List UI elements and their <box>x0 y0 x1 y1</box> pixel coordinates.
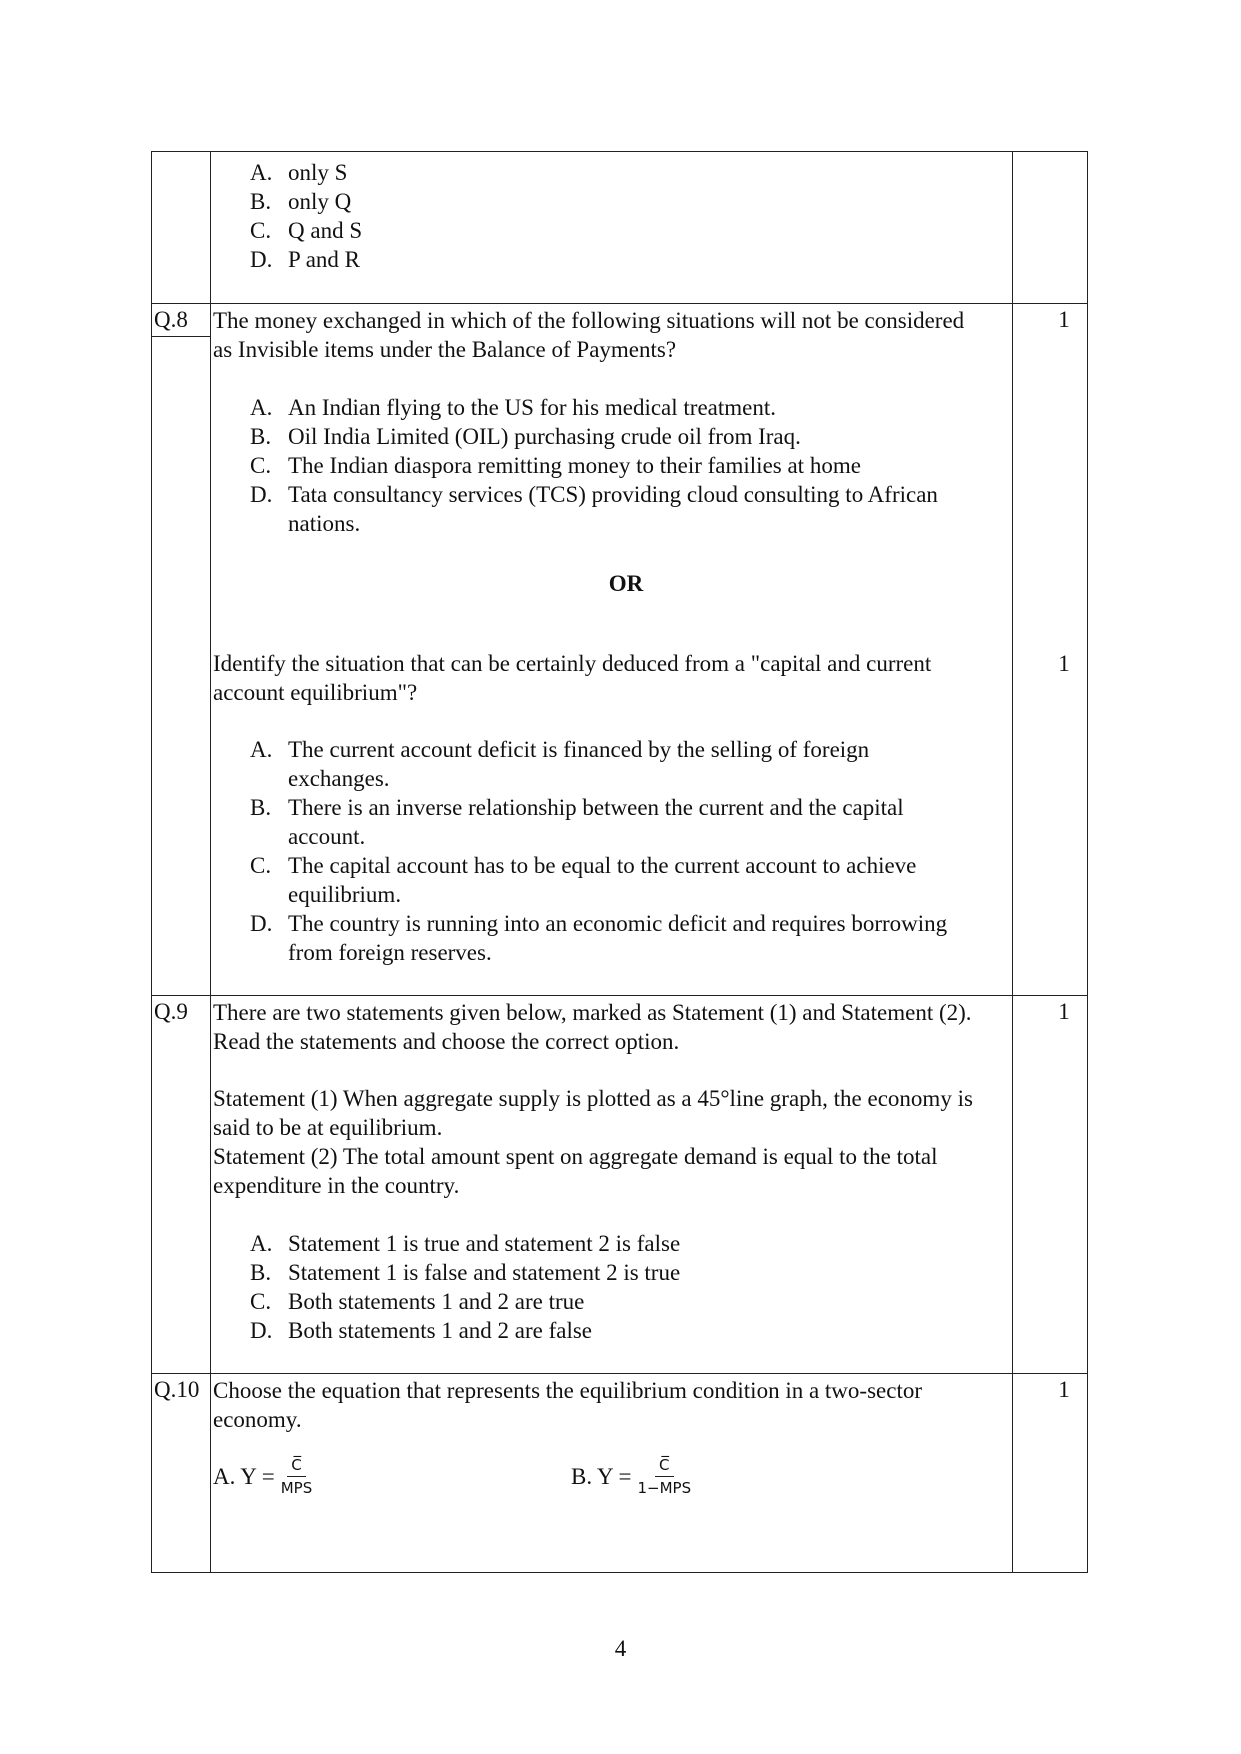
fraction: $\frac{C̅}{\text{MPS}}$ <box>280 1456 313 1497</box>
option-c: C. Q and S <box>250 218 363 243</box>
option-a: A. Statement 1 is true and statement 2 is false <box>250 1231 681 1256</box>
question-number: Q.9 <box>154 999 188 1024</box>
statement-1: Statement (1) When aggregate supply is plotted as a 45°line graph, the economy is said to be at equilibrium. <box>213 1086 973 1140</box>
option-c: C. The capital account has to be equal to the current account to achieve equilibrium. <box>250 853 917 907</box>
q8-alt-options <box>250 735 970 967</box>
option-b: B. only Q <box>250 189 352 214</box>
option-b: B. There is an inverse relationship between the current and the capital account. <box>250 795 904 849</box>
alternative-question-stem: Identify the situation that can be certainly deduced from a "capital and current account equilibrium"? <box>213 651 932 705</box>
option-b: B. Oil India Limited (OIL) purchasing crude oil from Iraq. <box>250 424 801 449</box>
option-d: D. The country is running into an economic deficit and requires borrowing from foreign reserves. <box>250 911 948 965</box>
option-a: A. only S <box>250 160 348 185</box>
row-divider <box>152 995 1087 996</box>
option-b: B. Statement 1 is false and statement 2 is true <box>250 1260 681 1285</box>
column-divider-qno <box>210 152 211 1572</box>
marks: 1 <box>1058 307 1070 332</box>
question-table <box>151 151 1088 1573</box>
statement-2: Statement (2) The total amount spent on aggregate demand is equal to the total expenditure in the country. <box>213 1144 938 1198</box>
question-number: Q.10 <box>154 1377 200 1402</box>
or-separator: OR <box>608 571 644 596</box>
option-a: A. The current account deficit is financed by the selling of foreign exchanges. <box>250 737 870 791</box>
option-c: C. The Indian diaspora remitting money to their families at home <box>250 453 861 478</box>
option-c: C. Both statements 1 and 2 are true <box>250 1289 585 1314</box>
fraction: $\frac{C̅}{\text{1−MPS}}$ <box>637 1456 692 1497</box>
marks: 1 <box>1058 999 1070 1024</box>
question-stem: Choose the equation that represents the equilibrium condition in a two-sector economy. <box>213 1378 922 1432</box>
equation-option-a: A. Y = $\frac{C̅}{\text{MPS}}$ <box>213 1456 313 1497</box>
question-stem: There are two statements given below, marked as Statement (1) and Statement (2). Read the statements and choose the correct option. <box>213 1000 972 1054</box>
option-a: A. An Indian flying to the US for his medical treatment. <box>250 395 776 420</box>
row-divider <box>152 303 1087 304</box>
page-number: 4 <box>614 1636 627 1661</box>
q9-options <box>250 1229 970 1345</box>
option-d: D. Both statements 1 and 2 are false <box>250 1318 593 1343</box>
row-divider <box>152 1373 1087 1374</box>
question-number-underline <box>152 336 211 337</box>
marks: 1 <box>1058 1377 1070 1402</box>
column-divider-marks <box>1012 152 1013 1572</box>
q8-options <box>250 393 970 538</box>
option-d: D. P and R <box>250 247 360 272</box>
equation-option-b: B. Y = $\frac{C̅}{\text{1−MPS}}$ <box>571 1456 692 1497</box>
option-d: D. Tata consultancy services (TCS) providing cloud consulting to African nations. <box>250 482 938 536</box>
row0-options <box>250 158 970 274</box>
question-stem: The money exchanged in which of the following situations will not be considered as Invisible items under the Balance of Payments? <box>213 308 965 362</box>
marks: 1 <box>1058 651 1070 676</box>
question-number: Q.8 <box>154 307 188 332</box>
